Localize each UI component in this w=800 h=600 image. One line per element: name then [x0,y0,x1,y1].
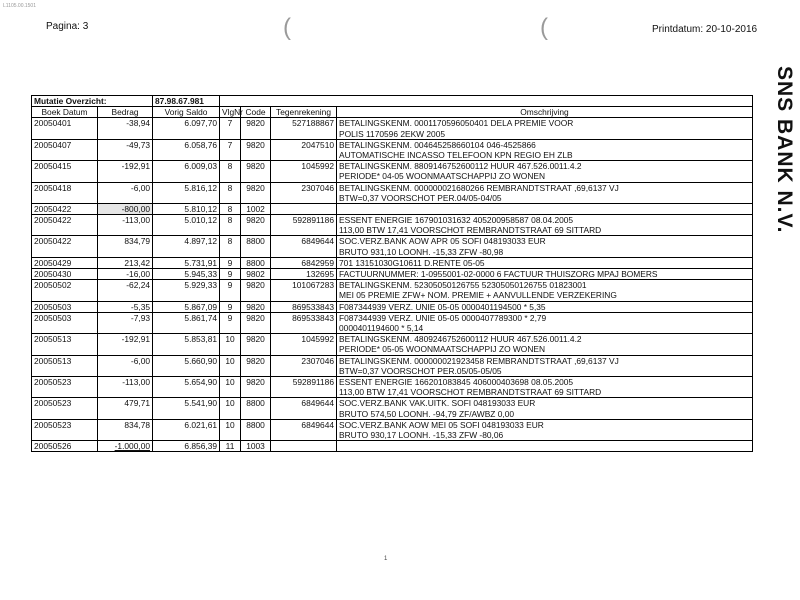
cell-date: 20050523 [32,398,98,419]
column-header: Boek Datum [32,107,98,118]
cell-counter-account: 1045992 [271,161,337,182]
cell-previous-balance: 5.867,09 [153,301,220,312]
column-header: Code [241,107,271,118]
table-row [32,312,753,333]
cell-date: 20050523 [32,419,98,440]
cell-counter-account: 132695 [271,269,337,280]
table-row [32,419,753,440]
cell-sequence-number: 8 [220,236,241,257]
table-row [32,236,753,257]
cell-code: 9820 [241,161,271,182]
cell-sequence-number: 9 [220,280,241,301]
column-header: Tegenrekening [271,107,337,118]
cell-previous-balance: 6.097,70 [153,118,220,139]
cell-counter-account: 2047510 [271,139,337,160]
cell-previous-balance: 5.810,12 [153,203,220,214]
cell-counter-account: 869533843 [271,301,337,312]
cell-code: 8800 [241,257,271,268]
cell-description [337,419,753,440]
cell-description [337,257,753,268]
table-row [32,118,753,139]
description-line: 701 13151030G10611 D.RENTE 05-05 [339,257,485,268]
cell-previous-balance: 5.010,12 [153,215,220,236]
column-header: Vorig Saldo [153,107,220,118]
description-line: ESSENT ENERGIE 166201083845 406000403698 08.05.2005 [339,376,574,387]
column-header: Omschrijving [337,107,753,118]
column-header: Bedrag [98,107,153,118]
table-row [32,139,753,160]
cell-sequence-number: 10 [220,355,241,376]
cell-sequence-number: 7 [220,139,241,160]
cell-code: 8800 [241,236,271,257]
cell-amount: -7,93 [98,312,153,333]
table-row [32,257,753,268]
cell-amount: -62,24 [98,280,153,301]
description-line: FACTUURNUMMER: 1-0955001-02-0000 6 FACTUUR THUISZORG MPAJ BOMERS [339,269,658,280]
description-line: ESSENT ENERGIE 167901031632 405200958587 08.04.2005 [339,215,574,226]
cell-amount: 834,78 [98,419,153,440]
table-row [32,269,753,280]
cell-amount: -5,35 [98,301,153,312]
cell-amount: -6,00 [98,355,153,376]
description-line: PERIODE* 05-05 WOONMAATSCHAPPIJ ZO WONEN [339,344,546,355]
cell-code: 1003 [241,441,271,452]
description-line [339,441,750,451]
print-date: Printdatum: 20-10-2016 [652,24,758,35]
cell-date: 20050422 [32,215,98,236]
table-row [32,334,753,355]
cell-amount: -6,00 [98,182,153,203]
cell-code: 9820 [241,139,271,160]
description-line: BETALINGSKENM. 8809146752600112 HUUR 467.526.0011.4.2 [339,161,582,172]
cell-counter-account: 1045992 [271,334,337,355]
description-line: BETALINGSKENM. 000000021923458 REMBRANDTSTRAAT ,69,6137 VJ [339,355,619,366]
cell-code: 9820 [241,118,271,139]
description-line: BETALINGSKENM. 4809246752600112 HUUR 467.526.0011.4.2 [339,334,582,345]
cell-previous-balance: 5.929,33 [153,280,220,301]
description-line: 0000401194600 * 5,14 [339,323,424,334]
cell-date: 20050502 [32,280,98,301]
cell-sequence-number: 10 [220,376,241,397]
cell-previous-balance: 5.861,74 [153,312,220,333]
cell-amount: 834,79 [98,236,153,257]
table-row [32,182,753,203]
cell-date: 20050429 [32,257,98,268]
cell-counter-account [271,441,337,452]
punch-hole-mark: ( [283,14,291,41]
cell-code: 9820 [241,182,271,203]
cell-previous-balance: 5.541,90 [153,398,220,419]
cell-sequence-number: 8 [220,215,241,236]
cell-amount: -16,00 [98,269,153,280]
cell-amount: -800,00 [98,203,153,214]
cell-code: 8800 [241,398,271,419]
cell-counter-account: 6842959 [271,257,337,268]
cell-amount: -192,91 [98,334,153,355]
cell-code: 9820 [241,355,271,376]
description-line: PERIODE* 04-05 WOONMAATSCHAPPIJ ZO WONEN [339,171,546,182]
description-line: BETALINGSKENM. 52305050126755 52305050126755 01823001 [339,280,587,291]
cell-previous-balance: 6.009,03 [153,161,220,182]
cell-description [337,182,753,203]
cell-date: 20050503 [32,301,98,312]
page-number: Pagina: 3 [46,21,89,32]
punch-hole-mark: ( [540,14,548,41]
description-line: BETALINGSKENM. 004645258660104 046-4525866 [339,139,536,150]
cell-description [337,203,753,214]
cell-description [337,236,753,257]
cell-counter-account: 527188867 [271,118,337,139]
cell-previous-balance: 6.856,39 [153,441,220,452]
cell-counter-account: 592891186 [271,215,337,236]
cell-sequence-number: 10 [220,398,241,419]
description-line: MEI 05 PREMIE ZFW+ NOM. PREMIE + AANVULLENDE VERZEKERING [339,290,617,301]
cell-counter-account: 6849644 [271,419,337,440]
cell-date: 20050407 [32,139,98,160]
description-line: SOC.VERZ.BANK VAK.UITK. SOFI 048193033 EUR [339,398,536,409]
description-line: BTW=0,37 VOORSCHOT PER.05/05-05/05 [339,365,502,376]
cell-code: 1002 [241,203,271,214]
mutation-table [31,95,753,452]
cell-amount: -113,00 [98,376,153,397]
table-row [32,398,753,419]
description-line: AUTOMATISCHE INCASSO TELEFOON KPN REGIO EH ZLB [339,149,573,160]
table-row [32,376,753,397]
cell-sequence-number: 9 [220,269,241,280]
cell-description [337,376,753,397]
cell-sequence-number: 8 [220,182,241,203]
cell-date: 20050422 [32,203,98,214]
cell-sequence-number: 9 [220,301,241,312]
cell-description [337,139,753,160]
cell-description [337,398,753,419]
cell-sequence-number: 9 [220,312,241,333]
cell-sequence-number: 11 [220,441,241,452]
cell-code: 9820 [241,301,271,312]
table-row [32,355,753,376]
cell-date: 20050526 [32,441,98,452]
cell-date: 20050401 [32,118,98,139]
cell-code: 9820 [241,312,271,333]
description-line: F087344939 VERZ. UNIE 05-05 0000407789300 * 2,79 [339,312,547,323]
cell-code: 9820 [241,334,271,355]
table-row [32,441,753,452]
cell-code: 9820 [241,215,271,236]
cell-counter-account: 6849644 [271,236,337,257]
description-line: BRUTO 931,10 LOONH. -15,33 ZFW -80,98 [339,246,504,257]
description-line: POLIS 1170596 2EKW 2005 [339,128,446,139]
cell-sequence-number: 7 [220,118,241,139]
cell-amount: -1.000,00 [98,441,153,452]
cell-sequence-number: 8 [220,203,241,214]
page-footer-mark: 1 [384,556,388,562]
cell-date: 20050523 [32,376,98,397]
table-row [32,280,753,301]
table-header-row [32,107,753,118]
cell-counter-account: 2307046 [271,182,337,203]
cell-previous-balance: 5.660,90 [153,355,220,376]
cell-previous-balance: 6.058,76 [153,139,220,160]
table-row [32,161,753,182]
cell-counter-account: 869533843 [271,312,337,333]
cell-sequence-number: 8 [220,161,241,182]
cell-previous-balance: 5.853,81 [153,334,220,355]
bank-name: SNS BANK N.V. [773,66,796,234]
cell-date: 20050422 [32,236,98,257]
cell-amount: -38,94 [98,118,153,139]
cell-description [337,118,753,139]
description-line: F087344939 VERZ. UNIE 05-05 0000401194500 * 5,35 [339,301,546,312]
cell-previous-balance: 5.731,91 [153,257,220,268]
cell-description [337,280,753,301]
cell-description [337,334,753,355]
cell-counter-account [271,203,337,214]
cell-sequence-number: 9 [220,257,241,268]
cell-amount: -192,91 [98,161,153,182]
description-line: BETALINGSKENM. 000000021680266 REMBRANDTSTRAAT ,69,6137 VJ [339,182,619,193]
cell-date: 20050415 [32,161,98,182]
cell-date: 20050513 [32,355,98,376]
cell-previous-balance: 6.021,61 [153,419,220,440]
cell-description [337,215,753,236]
cell-amount: -49,73 [98,139,153,160]
description-line [339,204,750,214]
scan-id: L1105.00.1501 [3,3,36,9]
description-line: BRUTO 574,50 LOONH. -94,79 ZF/AWBZ 0,00 [339,408,515,419]
cell-amount: 213,42 [98,257,153,268]
account-number: 87.98.67.981 [153,96,220,107]
cell-code: 9802 [241,269,271,280]
cell-code: 8800 [241,419,271,440]
cell-previous-balance: 5.816,12 [153,182,220,203]
table-row [32,203,753,214]
cell-description [337,355,753,376]
cell-counter-account: 592891186 [271,376,337,397]
cell-date: 20050503 [32,312,98,333]
description-line: 113,00 BTW 17,41 VOORSCHOT REMBRANDTSTRAAT 69 SITTARD [339,387,602,398]
cell-description [337,161,753,182]
cell-previous-balance: 5.654,90 [153,376,220,397]
cell-previous-balance: 4.897,12 [153,236,220,257]
description-line: BTW=0,37 VOORSCHOT PER.04/05-04/05 [339,192,502,203]
cell-description [337,312,753,333]
cell-date: 20050430 [32,269,98,280]
cell-code: 9820 [241,280,271,301]
table-title: Mutatie Overzicht: [32,96,153,107]
cell-amount: -113,00 [98,215,153,236]
cell-description [337,269,753,280]
table-title-row [32,96,753,107]
description-line: 113,00 BTW 17,41 VOORSCHOT REMBRANDTSTRAAT 69 SITTARD [339,225,602,236]
cell-counter-account: 101067283 [271,280,337,301]
description-line: SOC.VERZ.BANK AOW APR 05 SOFI 048193033 EUR [339,236,546,247]
cell-amount: 479,71 [98,398,153,419]
table-row [32,301,753,312]
description-line: SOC.VERZ.BANK AOW MEI 05 SOFI 048193033 EUR [339,419,544,430]
description-line: BRUTO 930,17 LOONH. -15,33 ZFW -80,06 [339,429,504,440]
cell-sequence-number: 10 [220,334,241,355]
cell-description [337,441,753,452]
cell-sequence-number: 10 [220,419,241,440]
cell-previous-balance: 5.945,33 [153,269,220,280]
cell-code: 9820 [241,376,271,397]
description-line: BETALINGSKENM. 0001170596050401 DELA PREMIE VOOR [339,118,574,129]
cell-counter-account: 6849644 [271,398,337,419]
column-header: VlgNr [220,107,241,118]
cell-date: 20050418 [32,182,98,203]
cell-counter-account: 2307046 [271,355,337,376]
table-row [32,215,753,236]
cell-description [337,301,753,312]
cell-date: 20050513 [32,334,98,355]
